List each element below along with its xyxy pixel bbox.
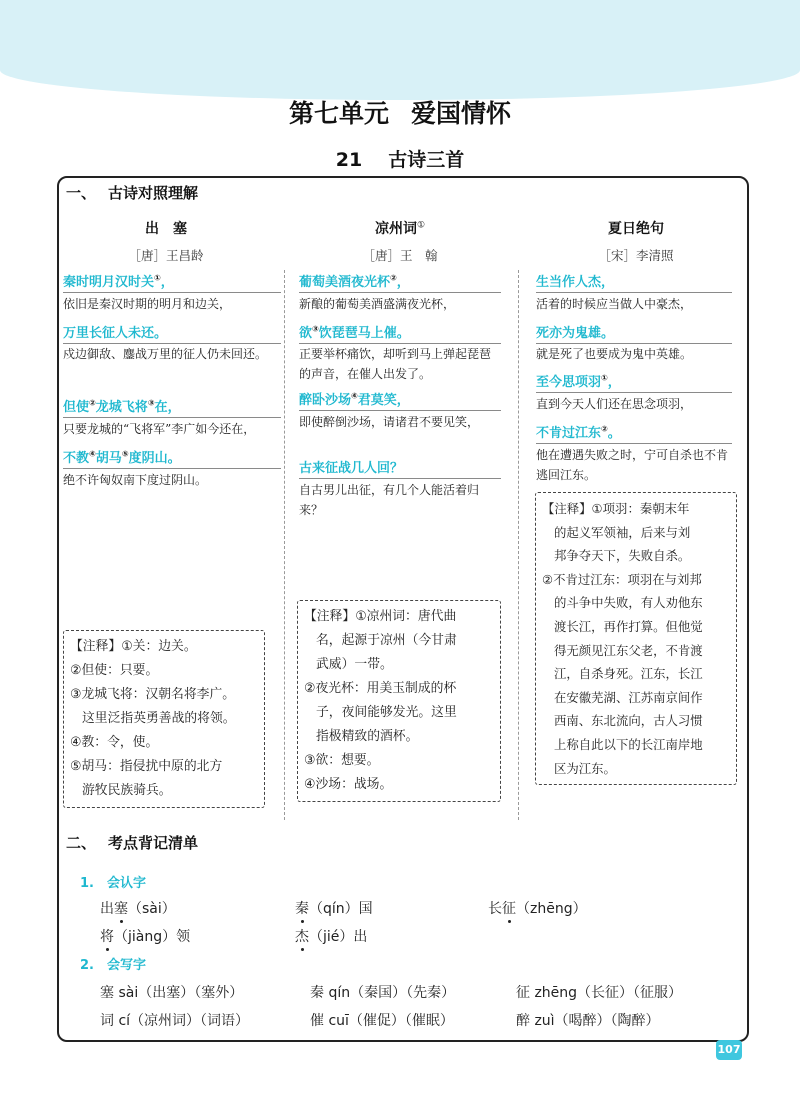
write-item: 催 cuī（催促）（催眠）	[310, 1013, 454, 1029]
poem-author: ［唐］王昌龄	[128, 248, 204, 263]
translation: 正要举杯痛饮，却听到马上弹起琵琶的声音，在催人出发了。	[299, 347, 492, 381]
notes-box: 【注释】①项羽：秦朝末年 的起义军领袖，后来与刘 邦争夺天下，失败自杀。 ②不肯过江东：项羽在与刘邦 的斗争中失败，有人劝他东 渡长江，再作打算。但他觉 得无颜见江东父老，不肯渡 江，自杀身死。江东，长江 在安徽芜湖、江苏南京间作 西南、东北流向，古人习惯 上称自此以下的长江南岸地 区为江东。	[535, 492, 737, 785]
section-heading-2: 二、 考点背记清单	[66, 834, 199, 852]
write-item: 醉 zuì（喝醉）（陶醉）	[516, 1013, 660, 1029]
translation: 依旧是秦汉时期的明月和边关，	[63, 297, 232, 311]
write-label: 2. 会写字	[80, 958, 146, 973]
write-item: 塞 sài（出塞）（塞外）	[100, 985, 244, 1001]
write-item: 秦 qín（秦国）（先秦）	[310, 985, 456, 1001]
translation: 就是死了也要成为鬼中英雄。	[536, 347, 693, 361]
poem-author: ［宋］李清照	[598, 248, 674, 263]
page-number: 107	[716, 1040, 742, 1060]
recognize-item: 出塞（sài）	[100, 901, 176, 917]
poem-line: 万里长征人未还。	[63, 322, 281, 344]
poem-line: 不肯过江东②。	[536, 422, 732, 444]
poem-line: 但使②龙城飞将③在，	[63, 396, 281, 418]
translation: 只要龙城的“飞将军”李广如今还在，	[63, 422, 256, 436]
column-divider	[518, 270, 519, 820]
write-item: 征 zhēng（长征）（征服）	[516, 985, 683, 1001]
recognize-item: 杰（jié）出	[295, 929, 368, 945]
write-item: 词 cí（凉州词）（词语）	[100, 1013, 250, 1029]
section-heading-1: 一、 古诗对照理解	[66, 184, 199, 202]
notes-box: 【注释】①关：边关。 ②但使：只要。 ③龙城飞将：汉朝名将李广。 这里泛指英勇善战的将领。 ④教：令，使。 ⑤胡马：指侵扰中原的北方 游牧民族骑兵。	[63, 630, 265, 808]
recognize-item: 秦（qín）国	[295, 901, 373, 917]
poem-line: 生当作人杰，	[536, 271, 732, 293]
translation: 戍边御敌、鏖战万里的征人仍未回还。	[63, 347, 268, 361]
poem-author: ［唐］王 翰	[362, 248, 438, 263]
translation: 新酿的葡萄美酒盛满夜光杯，	[299, 297, 456, 311]
column-divider	[284, 270, 285, 820]
translation: 他在遭遇失败之时，宁可自杀也不肯逃回江东。	[536, 448, 729, 482]
translation: 自古男儿出征，有几个人能活着归来？	[299, 483, 480, 517]
header-band	[0, 0, 800, 100]
poem-line: 死亦为鬼雄。	[536, 322, 732, 344]
poem-line: 欲③饮琵琶马上催。	[299, 322, 501, 344]
recognize-item: 将（jiàng）领	[100, 929, 191, 945]
poem-line: 至今思项羽①，	[536, 371, 732, 393]
poem-line: 古来征战几人回？	[299, 457, 501, 479]
recognize-item: 长征（zhēng）	[488, 901, 587, 917]
notes-box: 【注释】①凉州词：唐代曲 名，起源于凉州（今甘肃 武威）一带。 ②夜光杯：用美玉制成的杯 子，夜间能够发光。这里 指极精致的酒杯。 ③欲：想要。 ④沙场：战场。	[297, 600, 501, 802]
poem-line: 不教④胡马⑤度阴山。	[63, 447, 281, 469]
translation: 活着的时候应当做人中豪杰，	[536, 297, 693, 311]
poem-title: 凉州词①	[374, 220, 426, 237]
poem-line: 醉卧沙场④君莫笑，	[299, 389, 501, 411]
translation: 即使醉倒沙场，请诸君不要见笑，	[299, 415, 480, 429]
poem-title: 夏日绝句	[608, 221, 664, 237]
translation: 绝不许匈奴南下度过阴山。	[63, 473, 208, 487]
lesson-title: 21 古诗三首	[335, 149, 465, 171]
poem-line: 葡萄美酒夜光杯②，	[299, 271, 501, 293]
poem-line: 秦时明月汉时关①，	[63, 271, 281, 293]
poem-title: 出 塞	[145, 221, 187, 237]
translation: 直到今天人们还在思念项羽，	[536, 397, 693, 411]
unit-title: 第七单元 爱国情怀	[288, 99, 512, 128]
recognize-label: 1. 会认字	[80, 876, 146, 891]
